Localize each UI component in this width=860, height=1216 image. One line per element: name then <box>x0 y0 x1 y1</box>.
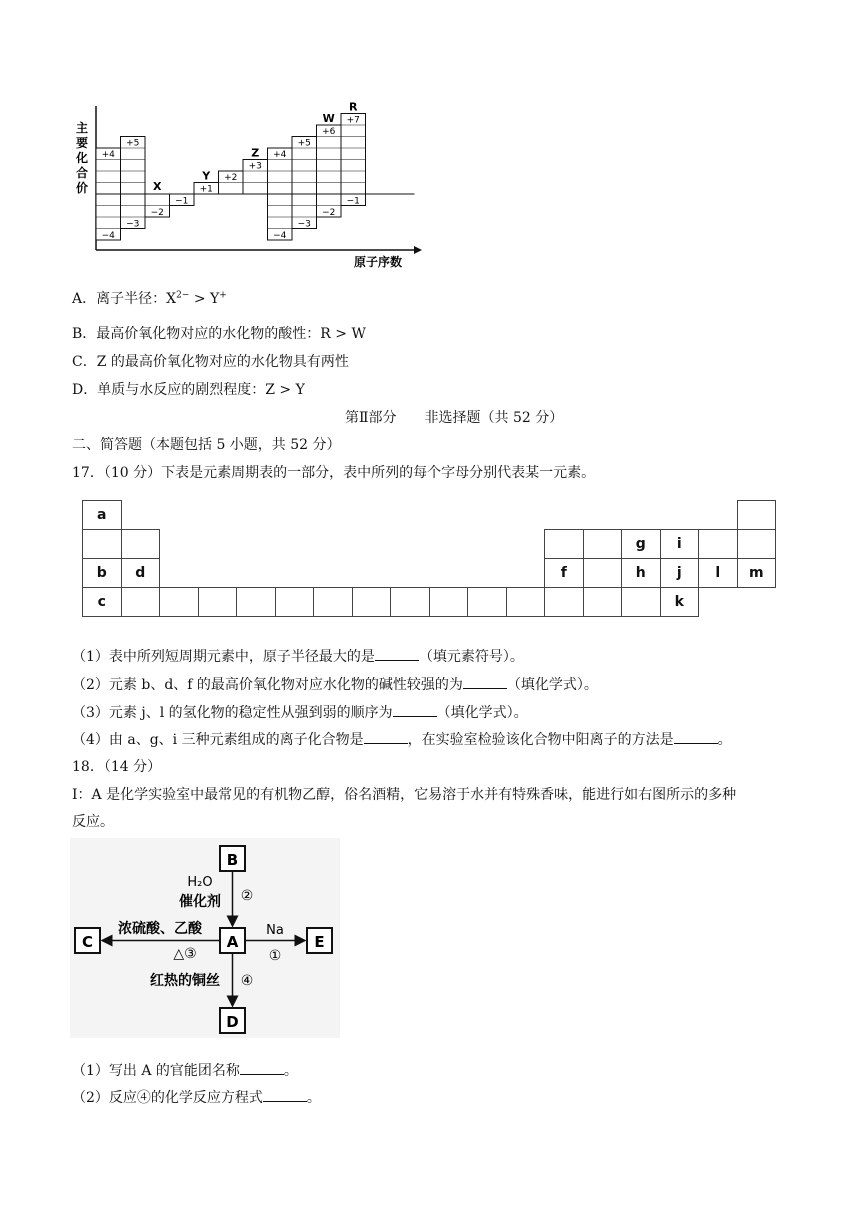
valence-label: −3 <box>297 219 311 230</box>
cell-j: j <box>660 559 699 588</box>
cell-empty <box>622 588 661 617</box>
option-d-text: D．单质与水反应的剧烈程度： <box>72 382 266 398</box>
cell-empty <box>699 530 738 559</box>
valence-label: +5 <box>297 138 311 149</box>
element-label: Y <box>202 169 211 183</box>
q17-part3 <box>72 702 528 722</box>
q18-part2-text: （2）反应④的化学反应方程式 <box>72 1090 263 1106</box>
cell-l: l <box>699 559 738 588</box>
q18-part2 <box>72 1087 321 1107</box>
label-c: C <box>81 933 94 951</box>
cell-empty <box>391 588 430 617</box>
valence-label: −2 <box>150 208 164 218</box>
answer-blank[interactable] <box>393 702 437 717</box>
part-2-heading <box>345 407 563 427</box>
valence-label: +3 <box>248 161 262 172</box>
q18-part1 <box>72 1060 298 1080</box>
valence-label: +5 <box>126 138 140 149</box>
cell-empty <box>198 588 237 617</box>
y-axis-label-char: 主 <box>75 121 89 135</box>
valence-label: +1 <box>199 184 213 195</box>
option-c <box>72 351 349 371</box>
reaction-2-catalyst: 催化剂 <box>179 894 221 910</box>
cell-empty <box>583 559 622 588</box>
answer-blank[interactable] <box>463 674 507 689</box>
element-label: Z <box>251 146 260 160</box>
cell-k: k <box>660 588 699 617</box>
q17-part2 <box>72 674 598 694</box>
answer-blank[interactable] <box>375 646 419 661</box>
question-18-stem: 18．（14 分） <box>72 759 162 775</box>
option-b-text: B．最高价氧化物对应的水化物的酸性： <box>72 326 321 342</box>
cell-empty <box>545 588 584 617</box>
q18-part2-tail: 。 <box>306 1090 321 1106</box>
section-heading: 二、简答题（本题包括 5 小题，共 52 分） <box>72 437 341 453</box>
cell-empty <box>545 530 584 559</box>
option-a-text: A．离子半径： <box>72 291 167 307</box>
option-d <box>72 379 305 399</box>
cell-empty <box>275 588 314 617</box>
element-label: X <box>153 180 162 193</box>
cell-empty <box>583 530 622 559</box>
label-d: D <box>226 1013 239 1031</box>
cell-empty <box>121 530 160 559</box>
option-a <box>72 288 227 308</box>
q17-part1-text: （1）表中所列短周期元素中，原子半径最大的是 <box>72 649 375 665</box>
cell-empty <box>121 588 160 617</box>
label-e: E <box>314 933 325 951</box>
x-axis-label: 原子序数 <box>353 255 403 269</box>
cell-empty <box>583 588 622 617</box>
option-a-x-charge: 2− <box>176 290 190 301</box>
reaction-3-reagent: 浓硫酸、乙酸 <box>118 921 202 937</box>
valence-label: +6 <box>322 127 336 137</box>
cell-empty <box>237 588 276 617</box>
valence-label: +4 <box>101 150 115 160</box>
label-a: A <box>226 933 239 951</box>
valence-bar <box>341 114 366 195</box>
q17-part3-tail: （填化学式）。 <box>436 705 528 721</box>
cell-empty <box>506 588 545 617</box>
reaction-diagram <box>70 838 340 1038</box>
question-18-intro: I：A 是化学实验室中最常见的有机物乙醇，俗名酒精，它易溶于水并有特殊香味，能进行如右图所示的多种 <box>72 787 737 803</box>
label-b: B <box>226 851 239 869</box>
cell-empty <box>737 501 776 530</box>
cell-empty <box>429 588 468 617</box>
periodic-table <box>82 500 776 617</box>
q18-part1-text: （1）写出 A 的官能团名称 <box>72 1063 240 1079</box>
q17-part2-tail: （填化学式）。 <box>506 677 598 693</box>
option-b <box>72 323 366 343</box>
q17-part3-text: （3）元素 j、l 的氢化物的稳定性从强到弱的顺序为 <box>72 705 393 721</box>
reaction-diagram-svg <box>70 838 340 1038</box>
part-2-title: 第Ⅱ部分 <box>345 410 397 426</box>
cell-empty <box>314 588 353 617</box>
cell-empty <box>352 588 391 617</box>
y-axis-label-char: 价 <box>75 181 89 195</box>
q17-part4-mid: ，在实验室检验该化合物中阳离子的方法是 <box>407 732 674 748</box>
valence-label: −2 <box>322 208 336 218</box>
option-a-y-charge: + <box>219 290 227 301</box>
valence-chart <box>72 100 422 272</box>
q18-part1-tail: 。 <box>283 1063 298 1079</box>
cell-d: d <box>121 559 160 588</box>
y-axis-label-char: 化 <box>75 151 89 165</box>
cell-b: b <box>83 559 122 588</box>
q17-part1-tail: （填元素符号）。 <box>418 649 524 665</box>
valence-label: −1 <box>175 196 189 207</box>
element-label: R <box>349 100 358 114</box>
option-b-math: R > W <box>320 326 366 342</box>
cell-empty <box>83 530 122 559</box>
cell-a: a <box>83 501 122 530</box>
valence-label: −1 <box>346 196 360 207</box>
option-c-text: C．Z 的最高价氧化物对应的水化物具有两性 <box>72 354 349 370</box>
option-a-y: > Y <box>189 291 220 307</box>
reaction-2-reagent: H₂O <box>187 875 213 890</box>
cell-g: g <box>622 530 661 559</box>
cell-m: m <box>737 559 776 588</box>
option-d-math: Z > Y <box>265 382 305 398</box>
q17-part1 <box>72 646 524 666</box>
valence-chart-svg <box>72 100 422 272</box>
q17-part4-tail: 。 <box>717 732 732 748</box>
cell-empty <box>737 530 776 559</box>
valence-label: −3 <box>126 219 140 230</box>
answer-blank[interactable] <box>240 1060 284 1075</box>
reaction-3-number: △③ <box>173 946 197 962</box>
reaction-4-reagent: 红热的铜丝 <box>150 973 220 989</box>
cell-empty <box>160 588 199 617</box>
cell-empty <box>468 588 507 617</box>
valence-label: +2 <box>224 173 238 183</box>
question-17-stem: 17．（10 分）下表是元素周期表的一部分，表中所列的每个字母分别代表某一元素。 <box>72 465 596 481</box>
reaction-1-reagent: Na <box>266 923 284 938</box>
valence-label: +7 <box>346 115 360 126</box>
y-axis-label-char: 合 <box>75 166 89 180</box>
valence-label: +4 <box>273 150 287 160</box>
cell-i: i <box>660 530 699 559</box>
q17-part2-text: （2）元素 b、d、f 的最高价氧化物对应水化物的碱性较强的为 <box>72 677 463 693</box>
valence-label: −4 <box>273 231 287 241</box>
reaction-1-number: ① <box>268 948 282 964</box>
y-axis-label-char: 要 <box>75 136 89 150</box>
cell-c: c <box>83 588 122 617</box>
valence-label: −4 <box>101 231 115 241</box>
q17-part4 <box>72 729 732 749</box>
element-label: W <box>322 112 335 125</box>
reaction-2-number: ② <box>240 888 254 904</box>
x-axis-arrow <box>414 246 422 254</box>
option-a-x: X <box>166 291 177 307</box>
cell-h: h <box>622 559 661 588</box>
part-2-subtitle: 非选择题（共 52 分） <box>424 410 564 426</box>
reaction-4-number: ④ <box>240 973 254 989</box>
answer-blank[interactable] <box>263 1087 307 1102</box>
answer-blank[interactable] <box>674 729 718 744</box>
cell-f: f <box>545 559 584 588</box>
q17-part4-text: （4）由 a、g、i 三种元素组成的离子化合物是 <box>72 732 364 748</box>
answer-blank[interactable] <box>364 729 408 744</box>
question-18-intro-cont: 反应。 <box>72 814 114 830</box>
